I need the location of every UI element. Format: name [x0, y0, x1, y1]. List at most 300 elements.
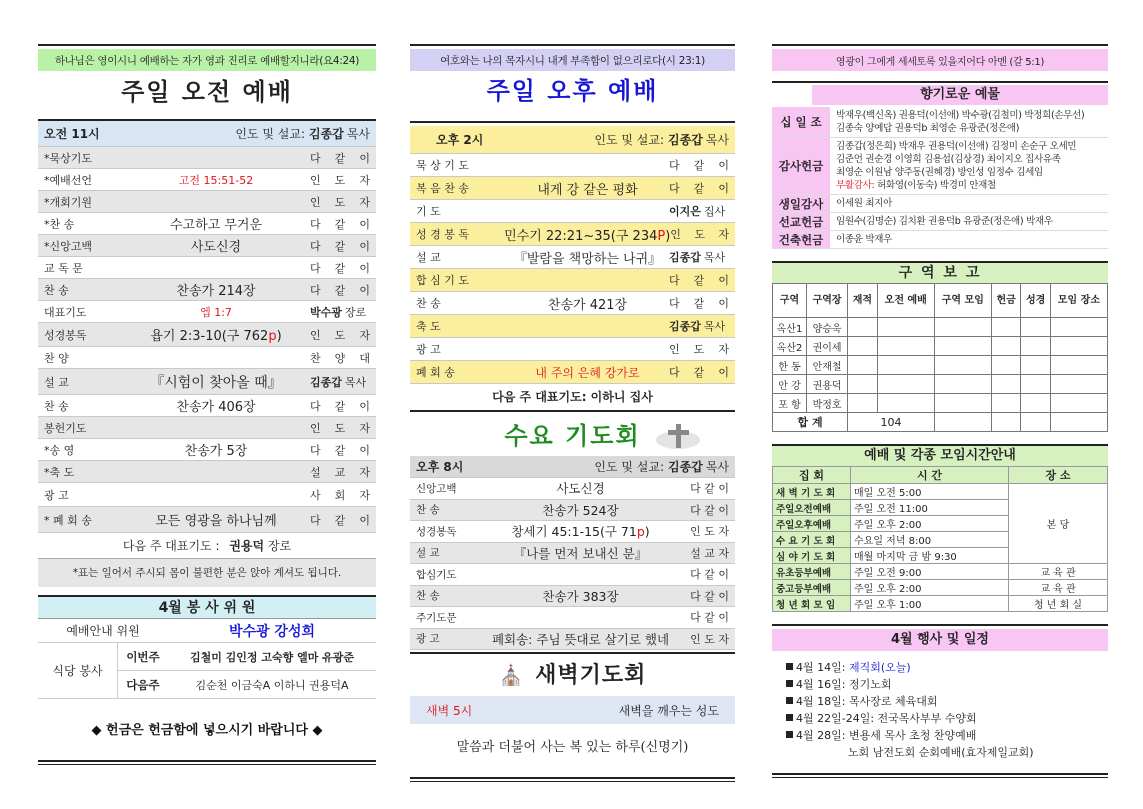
item-label: *신앙고백	[44, 239, 93, 253]
item-label: 대표기도	[44, 305, 87, 319]
role-cell: 김종갑 목사	[310, 375, 367, 389]
wednesday-role: 인도 및 설교:	[594, 460, 665, 474]
schedule-event: 청 년 회 모 임	[773, 596, 851, 612]
worship-row	[410, 269, 735, 292]
morning-service-column	[38, 40, 376, 765]
service-time: 오전 11시	[44, 127, 100, 141]
role-cell: 다 같 이	[310, 283, 370, 297]
item-content: 찬송가 5장	[184, 444, 248, 459]
bullet-icon	[786, 697, 793, 704]
district-cell	[877, 318, 934, 337]
offering-label: 선교헌금	[772, 213, 830, 230]
role-cell: 인 도 자	[690, 632, 729, 646]
worship-row	[410, 223, 735, 246]
item-content: 『발람을 책망하는 나귀』	[513, 251, 662, 267]
role-cell: 다 같 이	[690, 482, 729, 496]
item-label: 찬 송	[44, 283, 69, 297]
offering-names: 김준언 권순경 이영희 김용섭(김상경) 최이지오 집사유족	[836, 154, 1061, 165]
role-cell: 찬 양 대	[310, 351, 370, 365]
district-cell	[848, 318, 877, 337]
item-content: 찬송가 406장	[176, 400, 256, 415]
worship-row	[38, 191, 376, 213]
role-cell: 다 같 이	[310, 399, 370, 413]
wednesday-title-area	[410, 412, 735, 456]
district-cell	[848, 375, 877, 394]
preacher-suffix: 목사	[705, 133, 729, 147]
special-offering: 부활감사: 허화영(이동숙) 박경미 안재철	[836, 180, 996, 191]
district-name: 한 동	[773, 356, 807, 375]
event-text: 변용세 목사 초청 찬양예배	[848, 729, 977, 742]
wednesday-row	[410, 586, 735, 608]
district-cell	[991, 356, 1020, 375]
item-label: 신앙고백	[416, 482, 457, 495]
role-cell: 다 같 이	[669, 159, 729, 172]
worship-row	[410, 200, 735, 223]
offering-label: 십 일 조	[772, 107, 830, 137]
district-cell	[1021, 356, 1050, 375]
district-cell	[991, 375, 1020, 394]
event-date: 4월 18일:	[796, 695, 849, 708]
item-label: 복 음 찬 송	[416, 182, 469, 195]
item-content: 모든 영광을 하나님께	[155, 514, 277, 529]
event-item	[786, 659, 1108, 676]
district-header: 구역 모임	[934, 284, 991, 318]
role-cell: 설 교 자	[310, 465, 370, 479]
item-label: 찬 송	[416, 590, 440, 603]
wednesday-order	[410, 478, 735, 650]
district-leader: 안재철	[807, 356, 848, 375]
event-text: 목사장로 체육대회	[848, 695, 938, 708]
offering-names: 이세원 최지아	[836, 198, 892, 209]
events-title: 4월 행사 및 일정	[772, 629, 1108, 651]
schedule-place: 교 육 관	[1009, 580, 1108, 596]
offering-row	[772, 107, 1108, 138]
order-of-worship	[38, 147, 376, 533]
district-cell	[848, 394, 877, 413]
schedule-event: 수 요 기 도 회	[773, 532, 851, 548]
item-content: 찬송가 383장	[542, 588, 619, 604]
role-cell: 다 같 이	[310, 239, 370, 253]
this-week-label: 이번주	[126, 649, 160, 664]
district-cell	[877, 394, 934, 413]
district-cell	[848, 337, 877, 356]
item-label: *찬 송	[44, 217, 75, 231]
item-content: 사도신경	[556, 481, 605, 497]
item-content: 내 주의 은혜 강가로	[535, 365, 640, 380]
wednesday-preacher: 김종갑	[668, 460, 703, 474]
item-label: 광 고	[416, 633, 440, 646]
offering-label: 건축헌금	[772, 231, 830, 248]
preacher-suffix: 목사	[346, 127, 370, 141]
next-week-label: 다음주	[126, 678, 160, 692]
wednesday-title: 수요 기도회	[504, 421, 641, 450]
role-cell: 다 같 이	[310, 151, 370, 165]
schedule-time: 주일 오후 2:00	[851, 580, 1009, 596]
role-cell: 다 같 이	[669, 274, 729, 287]
schedule-place: 교 육 관	[1009, 564, 1108, 580]
district-cell	[848, 356, 877, 375]
scripture-banner: 하나님은 영이시니 예배하는 자가 영과 진리로 예배할지니라(요4:24)	[38, 49, 376, 71]
event-item	[786, 676, 1108, 693]
worship-row	[38, 301, 376, 323]
schedule-place: 본 당	[1009, 484, 1108, 564]
district-name: 안 강	[773, 375, 807, 394]
event-item	[786, 727, 1108, 744]
worship-row	[410, 361, 735, 384]
item-content: 고전 15:51-52	[178, 173, 254, 187]
role-cell: 다 같 이	[310, 443, 370, 457]
worship-row	[38, 417, 376, 439]
district-header: 재적	[848, 284, 877, 318]
worship-row	[410, 338, 735, 361]
worship-row	[410, 292, 735, 315]
schedule-event: 주일오후예배	[773, 516, 851, 532]
district-header: 헌금	[991, 284, 1020, 318]
info-column	[772, 40, 1108, 778]
item-label: 축 도	[416, 320, 441, 333]
district-leader: 권용덕	[807, 375, 848, 394]
dawn-title-area	[410, 654, 735, 696]
wednesday-row	[410, 629, 735, 651]
scripture-banner: 여호와는 나의 목자시니 내게 부족함이 없으리로다(시 23:1)	[410, 49, 735, 71]
worship-row	[410, 246, 735, 269]
role-cell: 인 도 자	[690, 525, 729, 539]
item-content: 사도신경	[190, 240, 242, 255]
worship-row	[38, 347, 376, 369]
usher-row	[38, 619, 376, 643]
worship-row	[38, 169, 376, 191]
schedule-time: 주일 오후 2:00	[851, 516, 1009, 532]
item-label: 성 경 봉 독	[416, 228, 469, 241]
district-header: 성경	[1021, 284, 1050, 318]
preacher-role: 인도 및 설교:	[235, 127, 306, 141]
item-label: 광 고	[44, 488, 69, 502]
item-content: 욥기 2:3-10(구 762p)	[150, 329, 282, 344]
top-rule	[38, 44, 376, 46]
next-week-names: 김순천 이금숙A 이하니 권용덕A	[195, 679, 349, 692]
district-cell	[1050, 356, 1107, 375]
wednesday-row	[410, 500, 735, 522]
district-row	[773, 375, 1108, 394]
item-content: 내게 강 같은 평화	[537, 182, 638, 198]
district-cell	[934, 337, 991, 356]
schedule-event: 심 야 기 도 회	[773, 548, 851, 564]
worship-row	[410, 177, 735, 200]
schedule-time: 매일 오전 5:00	[851, 484, 1009, 500]
offering-names: 임원수(김명순) 김치환 권용덕b 유광준(정은애) 박재우	[836, 216, 1053, 227]
district-row	[773, 394, 1108, 413]
event-text: 제직회(오늘)	[848, 661, 911, 674]
district-header: 구역	[773, 284, 807, 318]
wednesday-time: 오후 8시	[416, 460, 464, 474]
wednesday-row	[410, 478, 735, 500]
role-cell: 다 같 이	[690, 503, 729, 517]
event-text: 정기노회	[848, 678, 892, 691]
offering-label: 감사헌금	[772, 138, 830, 194]
role-cell: 다 같 이	[669, 366, 729, 379]
worship-row	[410, 154, 735, 177]
district-cell	[1050, 375, 1107, 394]
worship-row	[38, 439, 376, 461]
order-of-worship	[410, 154, 735, 384]
dawn-time: 새벽 5시	[426, 703, 473, 718]
this-week-names: 김철미 김인정 고숙향 엘마 유광준	[189, 650, 355, 664]
offering-names: 김종숙 양예답 권용덕b 최영순 유광준(정은애)	[836, 123, 1020, 134]
wednesday-header	[410, 456, 735, 478]
district-table	[772, 283, 1108, 432]
item-label: 찬 송	[416, 297, 441, 310]
standing-note: *표는 일어서 주시되 몸이 불편한 분은 앉아 계셔도 됩니다.	[38, 559, 376, 587]
role-cell: 다 같 이	[690, 589, 729, 603]
district-cell	[1021, 394, 1050, 413]
schedule-time: 주일 오전 11:00	[851, 500, 1009, 516]
offering-names: 박재우(백신옥) 권용덕(이선애) 박수광(김철미) 박정희(손무선)	[836, 110, 1085, 121]
item-label: *예배선언	[44, 173, 93, 187]
district-cell	[1050, 394, 1107, 413]
events-list	[772, 659, 1108, 744]
role-cell: 인 도 자	[310, 195, 370, 209]
dawn-row	[410, 696, 735, 724]
schedule-header: 집 회	[773, 467, 851, 484]
dawn-title: 새벽기도회	[535, 662, 647, 688]
next-prayer: 다음 주 대표기도: 이하니 집사	[492, 390, 653, 404]
praying-figure-icon: ⛪	[498, 663, 524, 687]
district-header: 구역장	[807, 284, 848, 318]
district-cell	[934, 375, 991, 394]
district-cell	[877, 337, 934, 356]
district-name: 옥산1	[773, 318, 807, 337]
role-cell: 인 도 자	[670, 228, 729, 241]
afternoon-service-column	[410, 40, 735, 782]
offering-names: 김종갑(정은희) 박재우 권용덕(이선애) 김정미 손순구 오세민	[836, 141, 1077, 152]
district-header: 오전 예배	[877, 284, 934, 318]
service-committee-title: 4월 봉 사 위 원	[38, 597, 376, 619]
event-date: 4월 28일:	[796, 729, 849, 742]
item-content: 『나를 먼저 보내신 분』	[513, 545, 648, 561]
offering-row	[772, 231, 1108, 249]
page-title: 주일 오후 예배	[486, 76, 659, 105]
district-cell	[1021, 337, 1050, 356]
schedule-event: 새 벽 기 도 회	[773, 484, 851, 500]
district-leader: 박정호	[807, 394, 848, 413]
schedule-row	[773, 484, 1108, 500]
role-cell: 이지은 집사	[669, 205, 726, 218]
dawn-motto: 말씀과 더불어 사는 복 있는 하루(신명기)	[456, 740, 689, 755]
page-title: 주일 오전 예배	[121, 77, 293, 106]
bullet-icon	[786, 680, 793, 687]
district-cell	[991, 337, 1020, 356]
district-cell	[934, 413, 991, 432]
role-cell: 김종갑 목사	[669, 320, 726, 333]
event-date: 4월 22일-24일:	[796, 712, 878, 725]
offerings-list	[772, 107, 1108, 249]
item-label: 찬 송	[416, 504, 440, 517]
role-cell: 다 같 이	[690, 568, 729, 582]
role-cell: 사 회 자	[310, 488, 370, 502]
wednesday-row	[410, 543, 735, 565]
schedule-header: 시 간	[851, 467, 1009, 484]
usher-label: 예배안내 위원	[66, 624, 140, 638]
kitchen-row	[38, 643, 376, 699]
offering-row	[772, 213, 1108, 231]
district-total-row	[773, 413, 1108, 432]
worship-row	[38, 147, 376, 169]
district-cell	[934, 394, 991, 413]
worship-row	[38, 279, 376, 301]
schedule-title: 예배 및 각종 모임시간안내	[772, 446, 1108, 466]
worship-row	[38, 235, 376, 257]
total-value: 104	[848, 413, 935, 432]
district-cell	[991, 394, 1020, 413]
role-cell: 다 같 이	[310, 217, 370, 231]
item-content: 수고하고 무거운	[169, 218, 263, 233]
role-cell: 인 도 자	[669, 343, 729, 356]
kitchen-label: 식당 봉사	[38, 643, 118, 698]
wednesday-row	[410, 521, 735, 543]
district-cell	[1050, 413, 1107, 432]
district-name: 옥산2	[773, 337, 807, 356]
events-extra: 노회 남전도회 순회예배(효자제일교회)	[848, 746, 1034, 759]
item-label: 설 교	[416, 547, 440, 560]
role-cell: 다 같 이	[669, 297, 729, 310]
schedule-time: 주일 오후 1:00	[851, 596, 1009, 612]
schedule-time: 주일 오전 9:00	[851, 564, 1009, 580]
usher-names: 박수광 강성희	[228, 623, 316, 640]
next-prayer: 다음 주 대표기도 : 권용덕 장로	[38, 533, 376, 559]
schedule-table	[772, 466, 1108, 612]
role-cell: 설 교 자	[690, 546, 729, 560]
bullet-icon	[786, 663, 793, 670]
event-date: 4월 14일:	[796, 661, 849, 674]
item-label: 성경봉독	[44, 328, 87, 342]
item-content: 『시험이 찾아올 때』	[150, 374, 282, 391]
district-row	[773, 356, 1108, 375]
schedule-row	[773, 564, 1108, 580]
district-row	[773, 337, 1108, 356]
item-content: 찬송가 524장	[542, 502, 619, 518]
offering-row	[772, 138, 1108, 195]
worship-row	[38, 323, 376, 347]
item-label: *개회기원	[44, 195, 93, 209]
schedule-event: 주일오전예배	[773, 500, 851, 516]
item-label: 기 도	[416, 205, 441, 218]
item-label: 설 교	[44, 375, 69, 389]
item-content: 창세기 45:1-15(구 71p)	[511, 524, 650, 540]
district-cell	[1021, 318, 1050, 337]
item-label: 찬 양	[44, 351, 69, 365]
item-label: * 폐 회 송	[44, 513, 92, 527]
role-cell: 인 도 자	[310, 421, 370, 435]
worship-row	[38, 507, 376, 533]
schedule-row	[773, 596, 1108, 612]
item-label: 묵 상 기 도	[416, 159, 469, 172]
district-cell	[934, 318, 991, 337]
worship-row	[38, 395, 376, 417]
district-cell	[877, 356, 934, 375]
scripture-banner: 영광이 그에게 세세토록 있을지어다 아멘 (갈 5:1)	[772, 49, 1108, 71]
event-item	[786, 710, 1108, 727]
offering-label: 생일감사	[772, 195, 830, 212]
dawn-name: 새벽을 깨우는 성도	[618, 703, 719, 718]
worship-row	[410, 315, 735, 338]
worship-row	[38, 461, 376, 483]
item-label: 합 심 기 도	[416, 274, 469, 287]
offerings-title: 향기로운 예물	[812, 85, 1108, 105]
worship-row	[38, 257, 376, 279]
service-header	[410, 126, 735, 154]
schedule-event: 유초등부예배	[773, 564, 851, 580]
preacher-name: 김종갑	[668, 133, 703, 147]
wednesday-row	[410, 607, 735, 629]
schedule-event: 중고등부예배	[773, 580, 851, 596]
item-content: 엡 1:7	[200, 305, 232, 319]
district-cell	[877, 375, 934, 394]
district-cell	[1021, 413, 1050, 432]
item-label: 찬 송	[44, 399, 69, 413]
wednesday-row	[410, 564, 735, 586]
item-label: 합심기도	[416, 568, 457, 581]
role-cell: 다 같 이	[669, 182, 729, 195]
schedule-header: 장 소	[1009, 467, 1108, 484]
bullet-icon	[786, 714, 793, 721]
event-text: 전국목사부부 수양회	[877, 712, 977, 725]
role-cell: 인 도 자	[310, 173, 370, 187]
district-header: 모임 장소	[1050, 284, 1107, 318]
item-label: 광 고	[416, 343, 441, 356]
schedule-row	[773, 580, 1108, 596]
district-leader: 권이세	[807, 337, 848, 356]
role-cell: 다 같 이	[310, 513, 370, 527]
worship-row	[38, 213, 376, 235]
schedule-time: 수요일 저녁 8:00	[851, 532, 1009, 548]
schedule-place: 청 년 회 실	[1009, 596, 1108, 612]
schedule-time: 매월 마지막 금 밤 9:30	[851, 548, 1009, 564]
item-label: *묵상기도	[44, 151, 93, 165]
service-header	[38, 121, 376, 147]
item-label: *축 도	[44, 465, 75, 479]
worship-row	[38, 483, 376, 507]
district-name: 포 항	[773, 394, 807, 413]
district-cell	[934, 356, 991, 375]
item-label: 교 독 문	[44, 261, 83, 275]
role-cell: 인 도 자	[310, 328, 370, 342]
wednesday-preacher-suffix: 목사	[705, 460, 729, 474]
item-label: 성경봉독	[416, 525, 457, 538]
bullet-icon	[786, 731, 793, 738]
offering-names: 이종윤 박재우	[836, 234, 892, 245]
item-label: 설 교	[416, 251, 441, 264]
offering-names: 최영순 이원남 양주동(권혜경) 방인성 임정수 김세임	[836, 167, 1043, 178]
total-label: 합 계	[773, 413, 848, 432]
district-cell	[1050, 337, 1107, 356]
cross-clip-icon	[652, 418, 704, 452]
district-leader: 양승욱	[807, 318, 848, 337]
item-label: 폐 회 송	[416, 366, 455, 379]
event-item	[786, 693, 1108, 710]
offering-row	[772, 195, 1108, 213]
item-content: 민수기 22:21~35(구 234P)	[504, 228, 671, 244]
item-content: 폐회송: 주님 뜻대로 살기로 했네	[491, 631, 670, 647]
event-date: 4월 16일:	[796, 678, 849, 691]
role-cell: 김종갑 목사	[669, 251, 726, 264]
preacher-name: 김종갑	[309, 127, 344, 141]
offering-notice: ◆ 헌금은 헌금함에 넣으시기 바랍니다 ◆	[91, 723, 323, 738]
role-cell: 다 같 이	[690, 611, 729, 625]
district-title: 구 역 보 고	[772, 263, 1108, 283]
preacher-role: 인도 및 설교:	[594, 133, 665, 147]
item-content: 찬송가 421장	[547, 297, 628, 313]
district-row	[773, 318, 1108, 337]
